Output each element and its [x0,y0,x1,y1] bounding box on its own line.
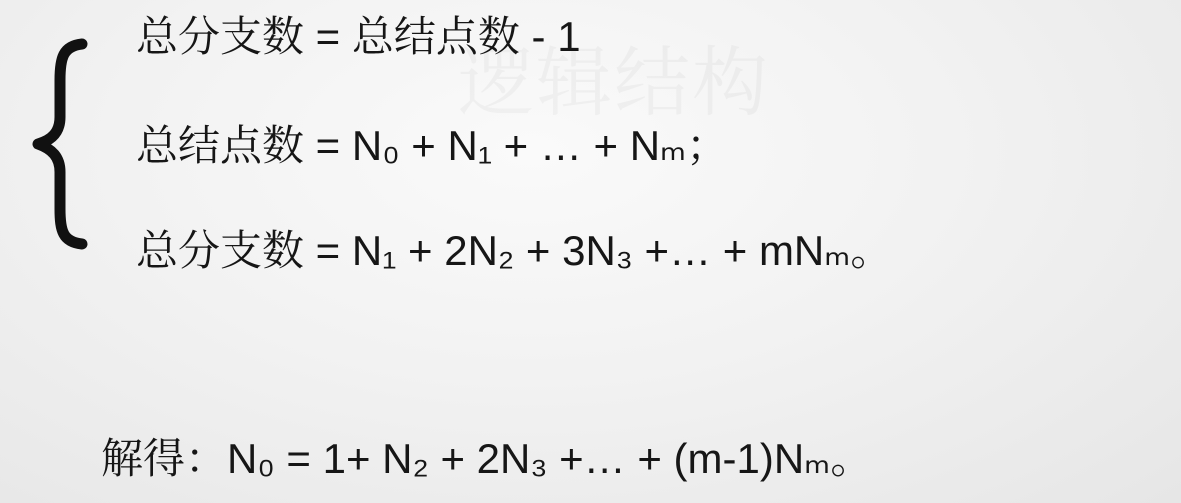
brace-icon [18,28,88,258]
equation-text-1: 总分支数 = 总结点数 - 1 [136,13,581,60]
solution-line [101,435,873,482]
equation-line-3 [136,227,893,274]
equation-line-1 [136,13,581,60]
equation-line-2 [136,122,729,169]
solution-text: 解得：N₀ = 1+ N₂ + 2N₃ +… + (m-1)Nₘ。 [101,435,873,482]
equation-text-3: 总分支数 = N₁ + 2N₂ + 3N₃ +… + mNₘ。 [136,227,893,274]
equation-text-2: 总结点数 = N₀ + N₁ + … + Nₘ； [136,122,729,169]
